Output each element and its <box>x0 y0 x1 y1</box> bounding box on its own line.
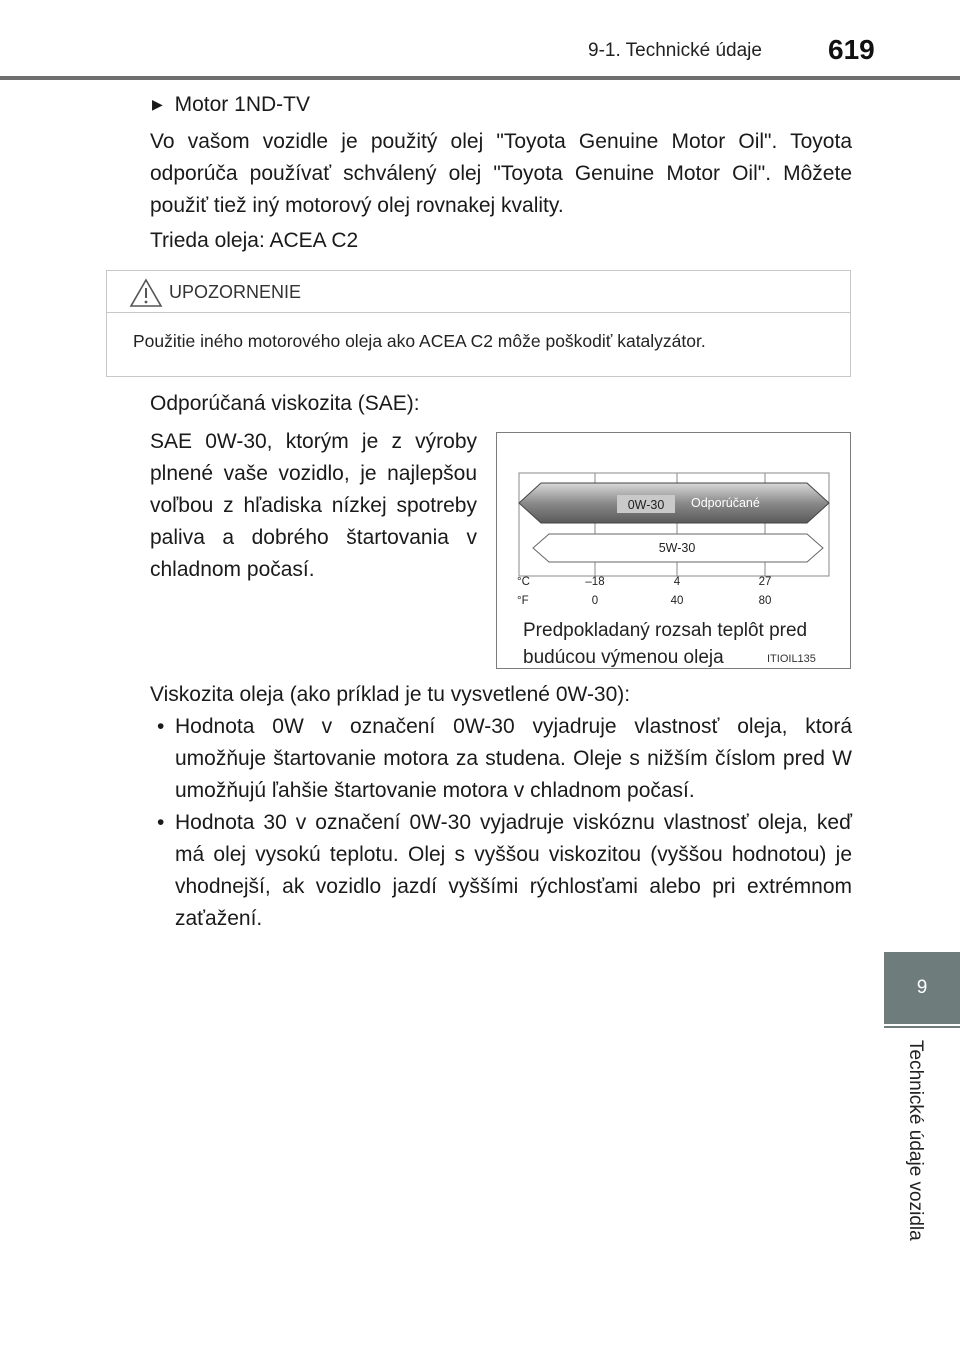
bullet-dot: • <box>157 811 165 834</box>
caution-title: UPOZORNENIE <box>169 282 302 302</box>
bullet-dot: • <box>157 715 165 738</box>
viscosity-chart <box>497 433 850 613</box>
viscosity-paragraph: SAE 0W-30, ktorým je z výroby plnené vaše vozidlo, je najlepšou voľbou z hľadiska nízkej spotreby paliva a dobrého štartovania v chladnom počasí. <box>150 430 477 581</box>
alternative-bar-label: 5W-30 <box>658 541 696 555</box>
celsius-tick: –18 <box>585 576 605 588</box>
recommended-bar-label: 0W-30 <box>627 498 665 512</box>
chapter-tab-divider <box>884 1026 960 1028</box>
recommended-note: Odporúčané <box>691 496 760 510</box>
bullet-text: Hodnota 0W v označení 0W-30 vyjadruje vlastnosť oleja, ktorá umožňuje štartovanie motora za studena. Oleje s nižším číslom pred W umožňujú ľahšie štartovanie motora v chladnom počasí. <box>175 715 852 802</box>
oil-paragraph: Vo vašom vozidle je použitý olej "Toyota Genuine Motor Oil". Toyota odporúča používať schválený olej "Toyota Genuine Motor Oil". Môžete použiť tiež iný motorový olej rovnakej kvality. <box>150 130 852 217</box>
arrow-icon: ▶ <box>152 96 163 112</box>
caution-body: Použitie iného motorového oleja ako ACEA C2 môže poškodiť katalyzátor. <box>133 331 706 351</box>
header-rule <box>0 76 960 80</box>
bullet-text: Hodnota 30 v označení 0W-30 vyjadruje viskóznu vlastnosť oleja, keď má olej vysokú teplotu. Olej s vyššou viskozitou (vyššou hodnotou) je vhodnejší, ak vozidlo jazdí vyššími rýchlosťami alebo pri extrémnom zaťažení. <box>175 811 852 930</box>
page-number: 619 <box>828 34 875 65</box>
fahrenheit-tick: 0 <box>591 595 599 607</box>
celsius-unit: °C <box>517 576 530 588</box>
section-title: 9-1. Technické údaje <box>588 40 762 61</box>
viscosity-figure <box>496 432 851 669</box>
figure-caption: Predpokladaný rozsah teplôt pred budúcou výmenou oleja <box>523 620 808 668</box>
chapter-label-text: Technické údaje vozidla <box>905 1040 926 1241</box>
engine-heading-text: Motor 1ND-TV <box>174 93 310 116</box>
explain-heading: Viskozita oleja (ako príklad je tu vysvetlené 0W-30): <box>150 683 631 706</box>
chapter-tab: 9 <box>884 952 960 1024</box>
caution-box <box>106 270 851 377</box>
fahrenheit-unit: °F <box>517 595 529 607</box>
figure-code: ITIOIL135 <box>767 653 816 665</box>
fahrenheit-tick: 40 <box>670 595 684 607</box>
caution-header <box>107 271 850 313</box>
oil-class: Trieda oleja: ACEA C2 <box>150 229 359 252</box>
fahrenheit-tick: 80 <box>758 595 772 607</box>
celsius-tick: 4 <box>673 576 681 588</box>
warning-triangle-icon <box>129 278 163 308</box>
celsius-tick: 27 <box>758 576 772 588</box>
viscosity-heading: Odporúčaná viskozita (SAE): <box>150 392 420 415</box>
engine-heading <box>152 88 310 121</box>
